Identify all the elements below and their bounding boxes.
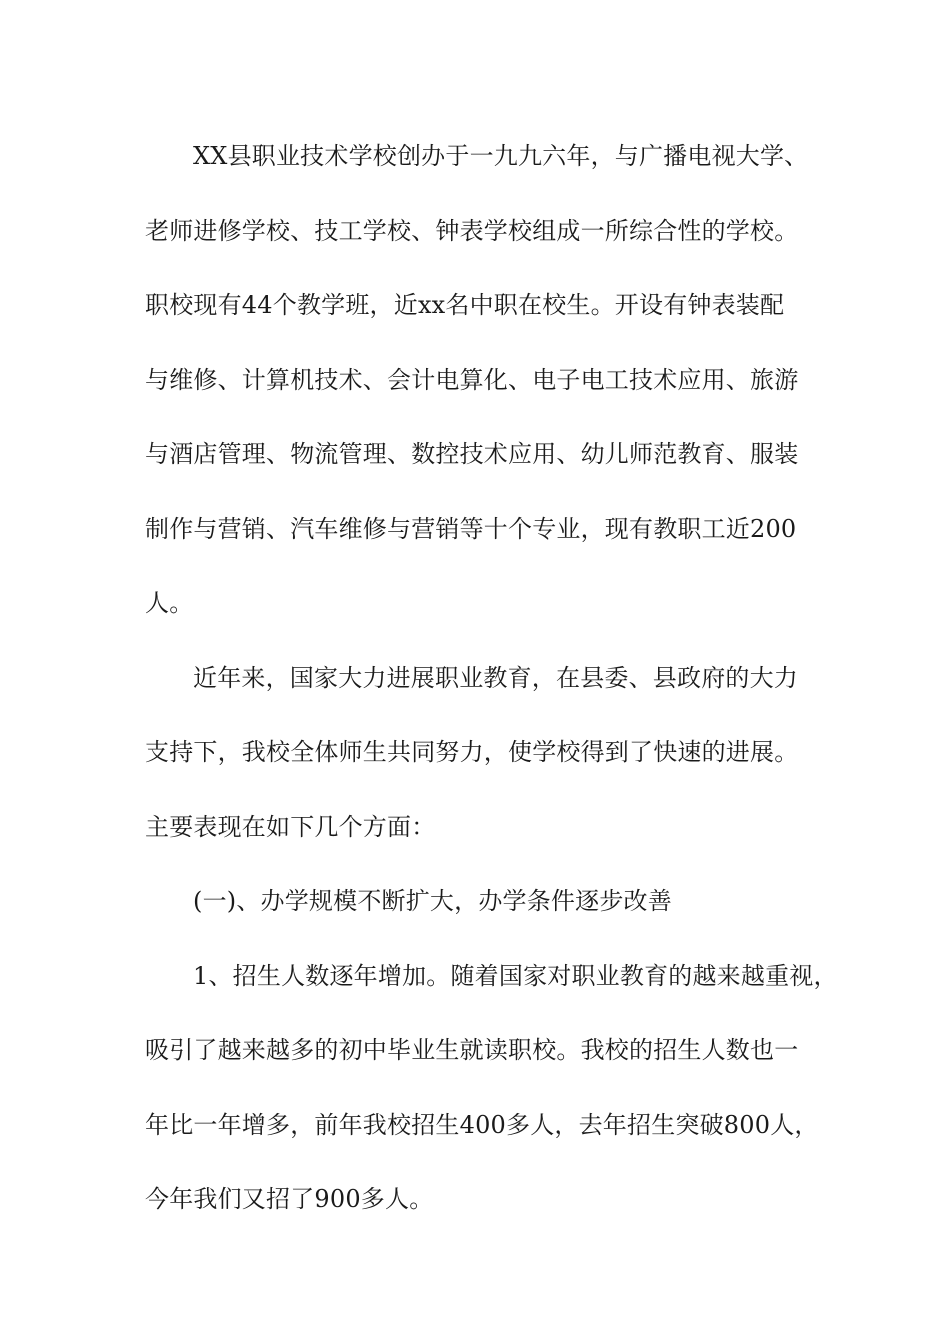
paragraph-1-line-2: 老师进修学校、技工学校、钟表学校组成一所综合性的学校。 [145,216,799,245]
paragraph-1-line-5: 与酒店管理、物流管理、数控技术应用、幼儿师范教育、服装 [145,440,799,468]
paragraph-3-line-4: 今年我们又招了900多人。 [145,1185,434,1213]
paragraph-3-line-1: 1、招生人数逐年增加。随着国家对职业教育的越来越重视， [193,961,838,990]
paragraph-1-line-4: 与维修、计算机技术、会计电算化、电子电工技术应用、旅游 [145,365,799,394]
paragraph-3-line-2: 吸引了越来越多的初中毕业生就读职校。我校的招生人数也一 [145,1036,799,1064]
paragraph-1-line-1: XX县职业技术学校创办于一九九六年，与广播电视大学、 [193,142,809,170]
paragraph-2-line-3: 主要表现在如下几个方面： [145,812,436,841]
paragraph-2-line-2: 支持下，我校全体师生共同努力，使学校得到了快速的进展。 [145,738,799,766]
paragraph-2-line-1: 近年来，国家大力进展职业教育，在县委、县政府的大力 [193,663,798,692]
section-heading-1: (一)、办学规模不断扩大，办学条件逐步改善 [193,887,672,915]
paragraph-1-line-3: 职校现有44个教学班，近xx名中职在校生。开设有钟表装配 [145,291,785,319]
document-body [145,134,838,1252]
paragraph-1-line-7: 人。 [145,589,194,617]
paragraph-3-line-3: 年比一年增多，前年我校招生400多人，去年招生突破800人， [145,1110,819,1139]
paragraph-1-line-6: 制作与营销、汽车维修与营销等十个专业，现有教职工近200 [145,514,797,543]
